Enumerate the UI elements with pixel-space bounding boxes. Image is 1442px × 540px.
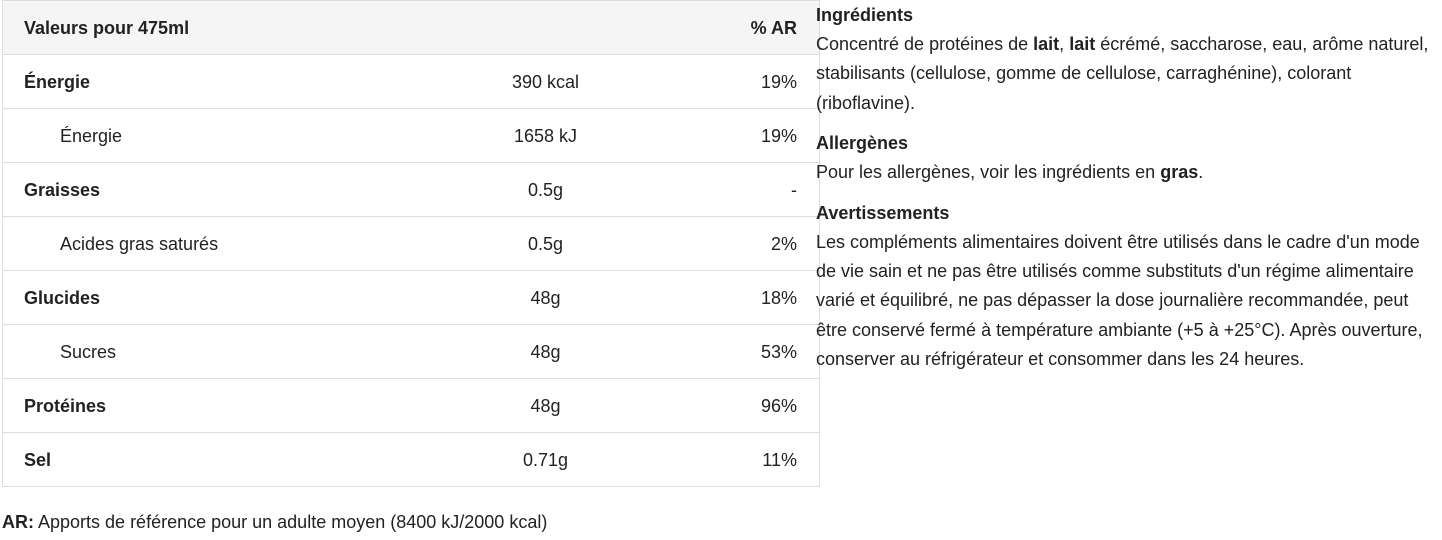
- nutrient-value: 390 kcal: [424, 55, 667, 109]
- nutrient-name: Énergie: [3, 109, 425, 163]
- nutrient-name: Acides gras saturés: [3, 217, 425, 271]
- table-row-sugars: [3, 325, 820, 379]
- nutrient-ar: 19%: [667, 55, 820, 109]
- warnings-title: Avertissements: [816, 202, 950, 223]
- footnote-label: AR:: [2, 512, 34, 532]
- nutrient-ar: 96%: [667, 379, 820, 433]
- nutrient-value: 0.5g: [424, 163, 667, 217]
- ingredients-text: [816, 30, 1438, 118]
- allergens-bold-word: gras: [1160, 162, 1199, 183]
- nutrient-name: Énergie: [3, 55, 425, 109]
- nutrient-value: 1658 kJ: [424, 109, 667, 163]
- table-row-fat: [3, 163, 820, 217]
- ingredients-section: [816, 2, 1438, 118]
- ingredients-title: Ingrédients: [816, 5, 914, 25]
- reference-intake-footnote: [2, 510, 547, 534]
- ingredients-text-part: écrémé, saccharose, eau, arôme naturel, stabilisants (cellulose, gomme de cellulose, carraghénine), colorant (riboflavine).: [816, 34, 1429, 113]
- header-reference-intake: % AR: [667, 1, 820, 55]
- table-row-salt: [3, 433, 820, 487]
- nutrient-ar: -: [667, 163, 820, 217]
- warnings-section: [816, 200, 1438, 375]
- allergens-section: [816, 130, 1438, 187]
- nutrition-table-header: [3, 1, 820, 55]
- table-row-protein: [3, 379, 820, 433]
- nutrient-value: 0.5g: [424, 217, 667, 271]
- allergens-text: [816, 158, 1438, 187]
- allergen-highlight: lait: [1069, 34, 1096, 54]
- allergens-text-part: Pour les allergènes, voir les ingrédients en: [816, 162, 1161, 183]
- nutrient-ar: 11%: [667, 433, 820, 487]
- nutrient-name: Sucres: [3, 325, 425, 379]
- table-row-energy-kcal: [3, 55, 820, 109]
- allergen-highlight: lait: [1033, 34, 1060, 54]
- nutrient-ar: 53%: [667, 325, 820, 379]
- warnings-text: Les compléments alimentaires doivent être utilisés dans le cadre d'un mode de vie sain et ne pas être utilisés comme substituts d'un régime alimentaire varié et équilibré, ne pas dépasser la dose journalière recommandée, peut être conservé fermé à température ambiante (+5 à +25°C). Après ouverture, conserver au réfrigérateur et consommer dans les 24 heures.: [816, 231, 1423, 370]
- product-details: [816, 2, 1438, 387]
- nutrient-value: 48g: [424, 379, 667, 433]
- footnote-text: Apports de référence pour un adulte moyen (8400 kJ/2000 kcal): [34, 512, 548, 532]
- nutrient-ar: 18%: [667, 271, 820, 325]
- header-serving: Valeurs pour 475ml: [3, 1, 425, 55]
- nutrient-value: 0.71g: [424, 433, 667, 487]
- table-row-energy-kj: [3, 109, 820, 163]
- allergens-text-part: .: [1198, 162, 1204, 183]
- ingredients-text-part: Concentré de protéines de: [816, 34, 1034, 54]
- nutrient-name: Protéines: [3, 379, 425, 433]
- header-value: [424, 1, 667, 55]
- ingredients-text-part: ,: [1059, 34, 1070, 54]
- nutrient-ar: 2%: [667, 217, 820, 271]
- nutrient-ar: 19%: [667, 109, 820, 163]
- table-row-saturated-fat: [3, 217, 820, 271]
- nutrient-value: 48g: [424, 325, 667, 379]
- nutrient-name: Graisses: [3, 163, 425, 217]
- nutrient-name: Sel: [3, 433, 425, 487]
- allergens-title: Allergènes: [816, 133, 909, 154]
- nutrient-value: 48g: [424, 271, 667, 325]
- nutrient-name: Glucides: [3, 271, 425, 325]
- table-row-carbohydrates: [3, 271, 820, 325]
- nutrition-table: [2, 0, 820, 487]
